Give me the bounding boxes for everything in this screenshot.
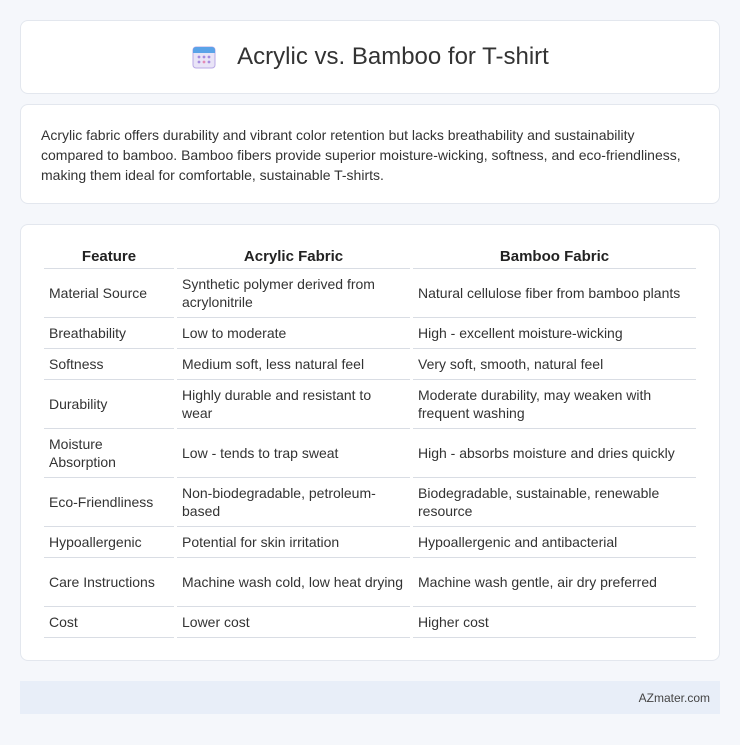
summary-card	[20, 104, 720, 204]
calendar-icon	[191, 44, 217, 70]
row-feature: Care Instructions	[44, 558, 174, 607]
row-acrylic: Low to moderate	[177, 318, 410, 349]
row-acrylic: Low - tends to trap sweat	[177, 429, 410, 478]
row-feature: Eco-Friendliness	[44, 478, 174, 527]
row-acrylic: Potential for skin irritation	[177, 527, 410, 558]
row-feature: Softness	[44, 349, 174, 380]
row-acrylic: Machine wash cold, low heat drying	[177, 558, 410, 607]
table-card	[20, 224, 720, 661]
row-acrylic: Highly durable and resistant to wear	[177, 380, 410, 429]
table-row	[44, 269, 696, 318]
row-feature: Breathability	[44, 318, 174, 349]
row-feature: Hypoallergenic	[44, 527, 174, 558]
row-feature: Moisture Absorption	[44, 429, 174, 478]
row-bamboo: Moderate durability, may weaken with frequent washing	[413, 380, 696, 429]
table-row	[44, 527, 696, 558]
row-bamboo: Higher cost	[413, 607, 696, 638]
page-title: Acrylic vs. Bamboo for T-shirt	[237, 43, 549, 70]
header-acrylic: Acrylic Fabric	[177, 241, 410, 269]
footer-brand: AZmater.com	[638, 690, 710, 705]
table-row	[44, 349, 696, 380]
table-row	[44, 429, 696, 478]
header-bamboo: Bamboo Fabric	[413, 241, 696, 269]
row-acrylic: Lower cost	[177, 607, 410, 638]
summary-text: Acrylic fabric offers durability and vibrant color retention but lacks breathability and sustainability compared to bamboo. Bamboo fibers provide superior moisture-wicking, softness, and eco-friendliness, making them ideal for comfortable, sustainable T-shirts.	[41, 127, 681, 183]
table-row	[44, 558, 696, 607]
row-bamboo: Very soft, smooth, natural feel	[413, 349, 696, 380]
row-feature: Cost	[44, 607, 174, 638]
footer	[20, 681, 720, 714]
row-bamboo: Biodegradable, sustainable, renewable resource	[413, 478, 696, 527]
title-wrap	[191, 43, 549, 71]
table-row	[44, 318, 696, 349]
row-feature: Durability	[44, 380, 174, 429]
row-acrylic: Non-biodegradable, petroleum-based	[177, 478, 410, 527]
table-row	[44, 380, 696, 429]
row-acrylic: Medium soft, less natural feel	[177, 349, 410, 380]
table-row	[44, 607, 696, 638]
row-feature: Material Source	[44, 269, 174, 318]
comparison-table	[41, 241, 699, 638]
row-bamboo: High - absorbs moisture and dries quickly	[413, 429, 696, 478]
row-bamboo: Machine wash gentle, air dry preferred	[413, 558, 696, 607]
header-feature: Feature	[44, 241, 174, 269]
table-row	[44, 478, 696, 527]
row-bamboo: Natural cellulose fiber from bamboo plants	[413, 269, 696, 318]
row-bamboo: High - excellent moisture-wicking	[413, 318, 696, 349]
row-bamboo: Hypoallergenic and antibacterial	[413, 527, 696, 558]
title-card	[20, 20, 720, 94]
row-acrylic: Synthetic polymer derived from acrylonitrile	[177, 269, 410, 318]
table-header-row	[44, 241, 696, 269]
